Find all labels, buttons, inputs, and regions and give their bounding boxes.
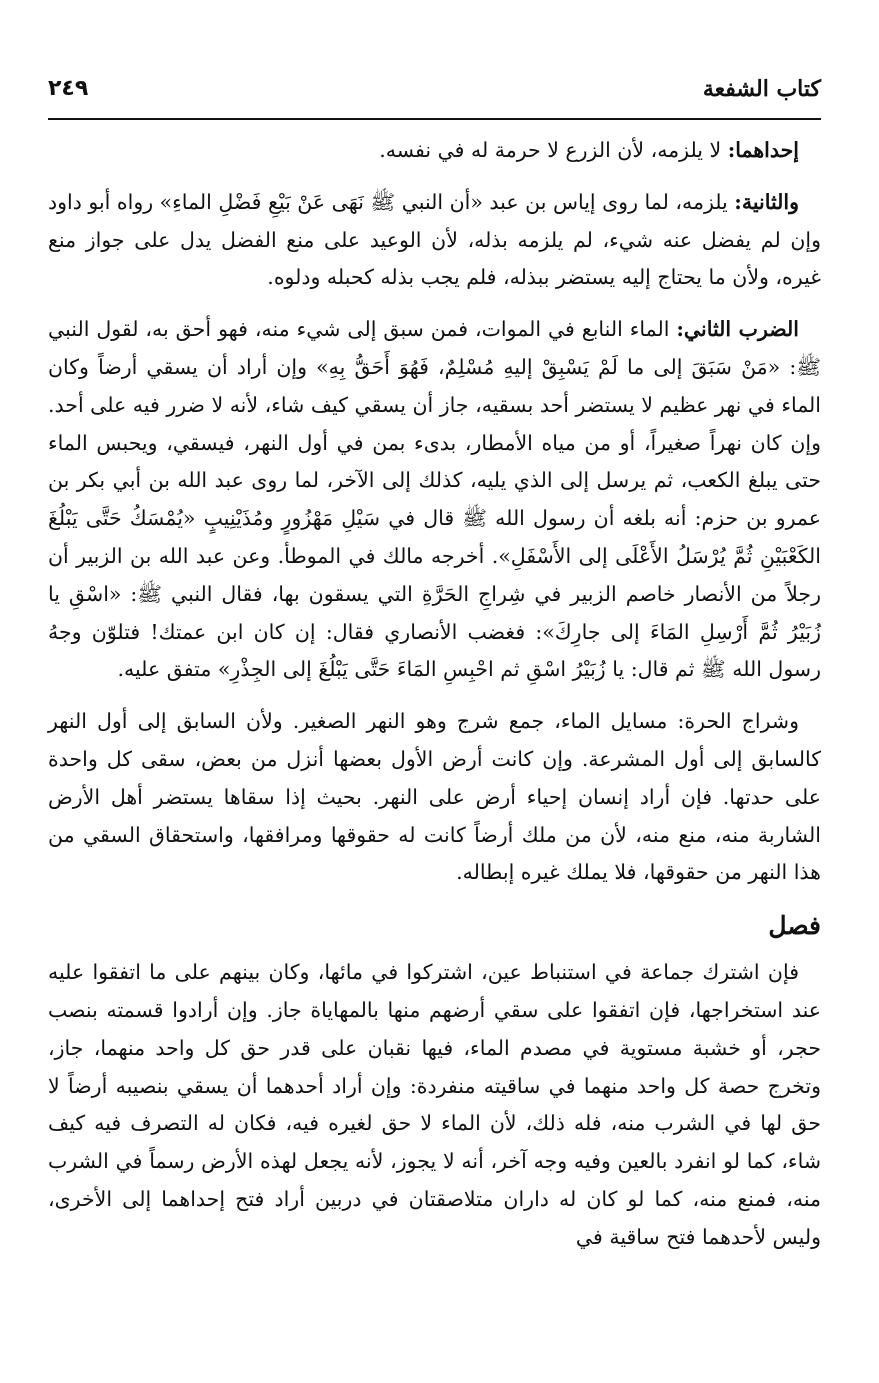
paragraph xyxy=(48,132,821,170)
paragraph-text: لا يلزمه، لأن الزرع لا حرمة له في نفسه. xyxy=(379,138,728,162)
paragraph-text: وشراج الحرة: مسايل الماء، جمع شرج وهو النهر الصغير. ولأن السابق إلى أول النهر كالسابق إلى أول المشرعة. وإن كانت أرض الأول بعضها أنزل من بعض، سقى كل واحدة على حدتها. فإن أراد إنسان إحياء أرض على النهر. بحيث إذا سقاها يستضر أهل الأرض الشاربة منه، منع منه، لأن من ملك أرضاً كانت له حقوقها ومرافقها، واستحقاق السقي من هذا النهر من حقوقها، فلا يملك غيره إبطاله. xyxy=(48,709,821,885)
paragraph xyxy=(48,311,821,689)
section-title: فصل xyxy=(768,911,821,941)
paragraph-lead: والثانية: xyxy=(734,189,799,214)
section-paragraph: فإن اشترك جماعة في استنباط عين، اشتركوا في مائها، وكان بينهم على ما اتفقوا عليه عند استخراجها، فإن اتفقوا على سقي أرضهم منها بالمهاياة جاز. وإن أرادوا قسمته بنصب حجر، أو خشبة مستوية في مصدم الماء، فيها نقبان على قدر حق كل واحد منهما، جاز، وتخرج حصة كل واحد منهما في ساقيته منفردة: وإن أراد أحدهما أن يسقي بنصيبه أرضاً لا حق لها في الشرب منه، فله ذلك، لأن الماء لا حق لغيره فيه، فكان له التصرف فيه كيف شاء، كما لو انفرد بالعين وفيه وجه آخر، أنه لا يجوز، لأنه يجعل لهذه الأرض رسماً في الشرب منه، فمنع منه، كما لو كان له داران متلاصقتان في دربين أراد فتح إحداهما إلى الأخرى، وليس لأحدهما فتح ساقية في xyxy=(48,960,821,1249)
paragraph xyxy=(48,184,821,297)
paragraph-text: يلزمه، لما روى إياس بن عبد «أن النبي ﷺ نَهَى عَنْ بَيْعِ فَضْلِ الماءِ» رواه أبو داود وإن لم يفضل عنه شيء، لم يلزمه بذله، لأن الوعيد على منع الفضل يدل على جواز منع غيره، ولأن ما يحتاج إليه يستضر ببذله، فلم يجب بذله كحبله ودلوه. xyxy=(48,189,821,290)
paragraph-lead: إحداهما: xyxy=(727,138,799,162)
paragraph-lead: الضرب الثاني: xyxy=(676,317,799,342)
page-number: ٢٤٩ xyxy=(48,76,89,101)
page-header xyxy=(48,62,821,120)
page-body xyxy=(48,132,821,1271)
paragraph xyxy=(48,703,821,892)
running-title: كتاب الشفعة xyxy=(702,76,821,102)
paragraph-text: الماء النابع في الموات، فمن سبق إلى شيء منه، فهو أحق به، لقول النبي ﷺ: «مَنْ سَبَقَ إلى ما لَمْ يَسْبِقْ إليهِ مُسْلِمٌ، فَهُوَ أَحَقُّ بِهِ» وإن أراد أن يسقي أرضاً وكان الماء في نهر عظيم لا يستضر أحد بسقيه، جاز أن يسقي كيف شاء، لأنه لا ضرر فيه على أحد. وإن كان نهراً صغيراً، أو من مياه الأمطار، بدىء بمن في أول النهر، فيسقي، ويحبس الماء حتى يبلغ الكعب، ثم يرسل إلى الذي يليه، كذلك إلى الآخر، لما روى عبد الله بن أبي بكر بن عمرو بن حزم: أنه بلغه أن رسول الله ﷺ قال في سَيْلِ مَهْزُورٍ ومُذَيْنِيبٍ «يُمْسَكُ حَتَّى يَبْلُغَ الكَعْبَيْنِ ثُمَّ يُرْسَلُ الأَعْلَى إلى الأَسْفَلِ». أخرجه مالك في الموطأ. وعن عبد الله بن الزبير أن رجلاً من الأنصار خاصم الزبير في شِراجِ الحَرَّةِ التي يسقون بها، فقال النبي ﷺ: «اسْقِ يا زُبَيْرُ ثُمَّ أَرْسِلِ المَاءَ إلى جارِكَ»: فغضب الأنصاري فقال: إن كان ابن عمتك! فتلوّن وجهُ رسول الله ﷺ ثم قال: يا زُبَيْرُ اسْقِ ثم احْبِسِ المَاءَ حَتَّى يَبْلُغَ إلى الجِذْرِ» متفق عليه. xyxy=(48,317,821,682)
